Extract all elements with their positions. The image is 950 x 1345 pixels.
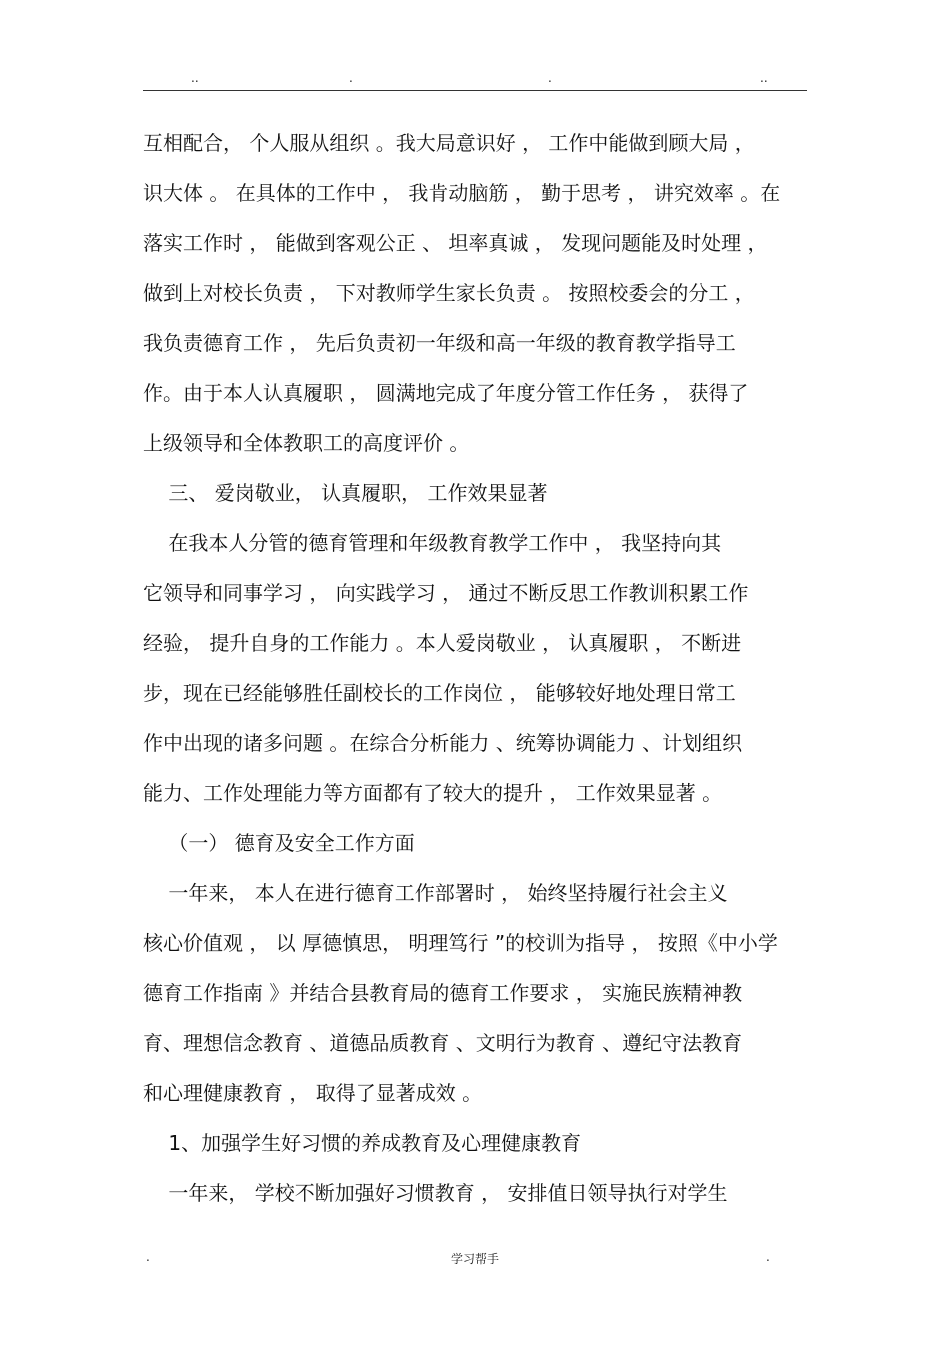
text-line: 一年来， 本人在进行德育工作部署时 ， 始终坚持履行社会主义 (143, 881, 728, 905)
text-line: 互相配合， 个人服从组织 。我大局意识好 ， 工作中能做到顾大局 ， (143, 131, 755, 155)
header-mark: . (548, 71, 552, 85)
header-mark: .. (191, 71, 199, 85)
text-line: 作。由于本人认真履职 ， 圆满地完成了年度分管工作任务 ， 获得了 (143, 381, 749, 405)
text-line: 上级领导和全体教职工的高度评价 。 (143, 431, 470, 455)
header-divider (143, 90, 807, 91)
text-line: 核心价值观 ， 以 厚德慎思， 明理笃行 ”的校训为指导 ， 按照《中小学 (143, 931, 778, 955)
text-line: 步，现在已经能够胜任副校长的工作岗位 ， 能够较好地处理日常工 (143, 681, 736, 705)
footer-left-mark: . (146, 1250, 150, 1264)
footer-right-mark: . (766, 1250, 770, 1264)
text-line: 落实工作时 ， 能做到客观公正 、 坦率真诚 ， 发现问题能及时处理 ， (143, 231, 768, 255)
text-line: 育、理想信念教育 、道德品质教育 、文明行为教育 、遵纪守法教育 (143, 1031, 743, 1055)
text-line: 在我本人分管的德育管理和年级教育教学工作中 ， 我坚持向其 (143, 531, 722, 555)
text-line: 我负责德育工作 ， 先后负责初一年级和高一年级的教育教学指导工 (143, 331, 736, 355)
item-heading: 1、加强学生好习惯的养成教育及心理健康教育 (143, 1131, 582, 1155)
page-header-marks (0, 70, 950, 86)
text-line: 它领导和同事学习 ， 向实践学习 ， 通过不断反思工作教训积累工作 (143, 581, 749, 605)
text-line: 能力、工作处理能力等方面都有了较大的提升 ， 工作效果显著 。 (143, 781, 723, 805)
header-mark: .. (760, 71, 768, 85)
text-line: 做到上对校长负责 ， 下对教师学生家长负责 。 按照校委会的分工 ， (143, 281, 755, 305)
text-line: 一年来， 学校不断加强好习惯教育 ， 安排值日领导执行对学生 (143, 1181, 728, 1205)
text-line: 识大体 。 在具体的工作中 ， 我肯动脑筋 ， 勤于思考 ， 讲究效率 。在 (143, 181, 781, 205)
text-line: 德育工作指南 》并结合县教育局的德育工作要求 ， 实施民族精神教 (143, 981, 743, 1005)
header-mark: . (349, 71, 353, 85)
text-line: 经验， 提升自身的工作能力 。本人爱岗敬业 ， 认真履职 ， 不断进 (143, 631, 742, 655)
document-body (143, 118, 807, 1218)
subsection-heading: （一） 德育及安全工作方面 (143, 831, 415, 855)
text-line: 作中出现的诸多问题 。在综合分析能力 、统筹协调能力 、计划组织 (143, 731, 743, 755)
section-heading: 三、 爱岗敬业， 认真履职， 工作效果显著 (143, 481, 548, 505)
footer-label: 学习帮手 (450, 1252, 499, 1266)
text-line: 和心理健康教育 ， 取得了显著成效 。 (143, 1081, 483, 1105)
